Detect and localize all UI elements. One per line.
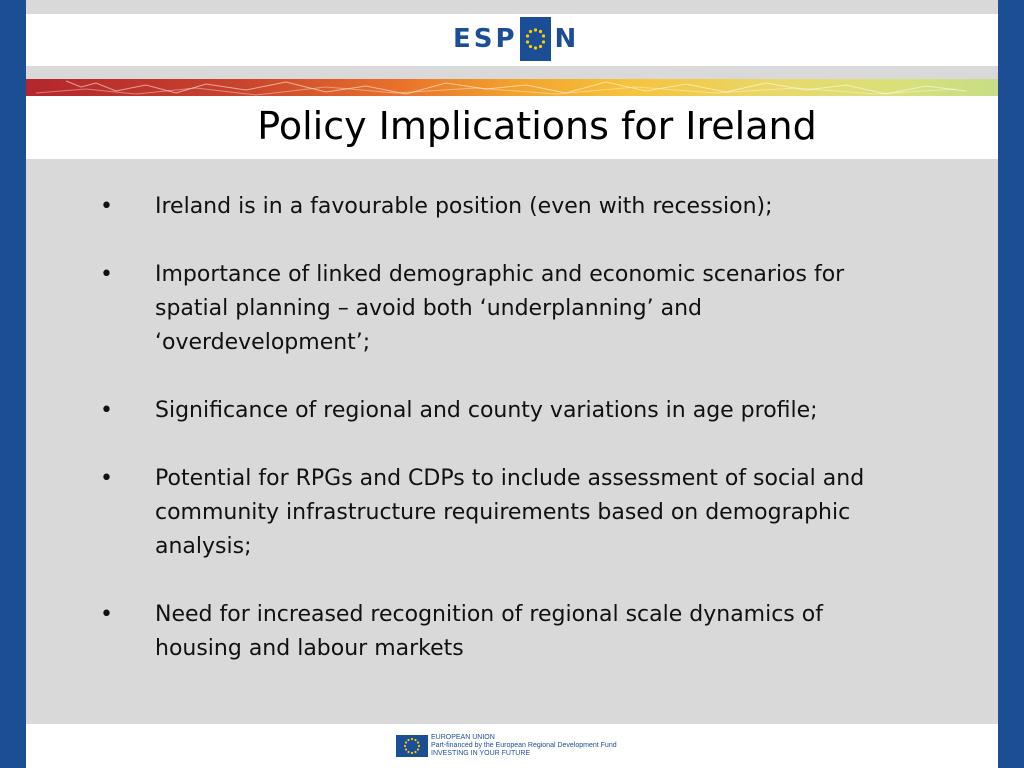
- bullet-text: Significance of regional and county variations in age profile;: [155, 398, 818, 423]
- bullet-marker: •: [100, 194, 113, 219]
- bullet-text: Potential for RPGs and CDPs to include assessment of social and community infrastructure requirements based on demographic analysis;: [155, 466, 865, 559]
- slide: [26, 0, 998, 768]
- bullet-text: Ireland is in a favourable position (even with recession);: [155, 194, 773, 219]
- bullet-marker: •: [100, 466, 113, 491]
- bullet-text: Need for increased recognition of regional scale dynamics of housing and labour markets: [155, 602, 823, 661]
- bullet-text: Importance of linked demographic and economic scenarios for spatial planning – avoid both ‘underplanning’ and ‘overdevelopment’;: [155, 262, 845, 355]
- bullet-marker: •: [100, 602, 113, 627]
- logo-text-right: N: [554, 24, 580, 54]
- bullet-item: [100, 598, 900, 666]
- bullet-item: [100, 394, 900, 428]
- espon-logo: [453, 15, 579, 63]
- eu-line-3: INVESTING IN YOUR FUTURE: [431, 750, 531, 757]
- bullet-marker: •: [100, 398, 113, 423]
- slide-title: Policy Implications for Ireland: [257, 104, 817, 148]
- logo-star-circle-icon: [520, 17, 551, 61]
- europe-map-band: [26, 79, 998, 96]
- bullet-item: [100, 462, 900, 564]
- eu-line-2: Part-financed by the European Regional Development Fund: [431, 742, 617, 749]
- bullet-marker: •: [100, 262, 113, 287]
- eu-line-1: EUROPEAN UNION: [431, 734, 495, 741]
- bullet-item: [100, 258, 900, 360]
- eu-flag-icon: [396, 735, 428, 757]
- bullet-item: [100, 190, 900, 224]
- bullet-list: [100, 190, 900, 700]
- logo-text-left: ESP: [453, 24, 518, 54]
- eu-funding-text: [431, 734, 617, 758]
